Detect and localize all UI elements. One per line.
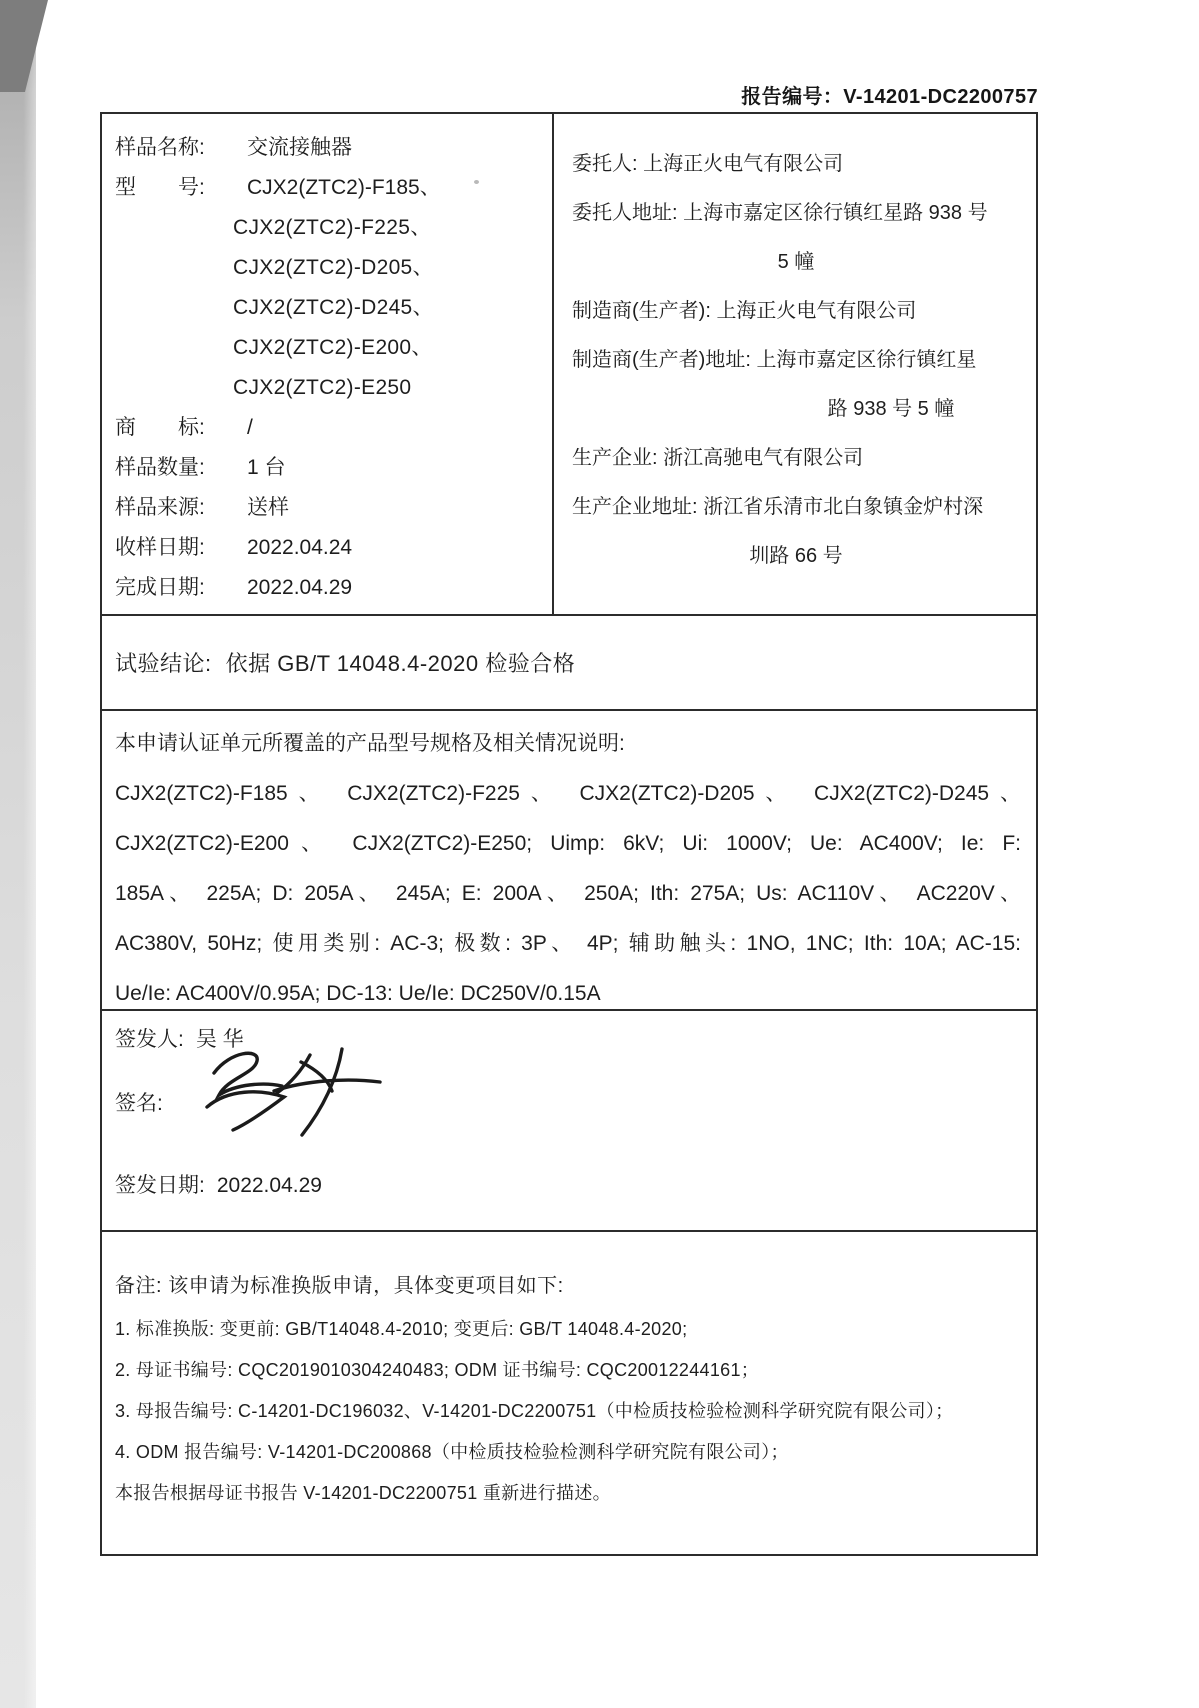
consignor-address-value: 上海市嘉定区徐行镇红星路 938 号 [683, 202, 988, 224]
producer-address-value: 浙江省乐清市北白象镇金炉村深 [703, 496, 984, 518]
coverage-line: 185A、 225A; D: 205A、 245A; E: 200A、 250A; Ith: 275A; Us: AC110V、 AC220V、 [115, 882, 1021, 905]
handwritten-signature [198, 1035, 398, 1145]
sample-model-label: 型 号: [115, 176, 211, 199]
remark-item: 3. 母报告编号: C-14201-DC196032、V-14201-DC2200751（中检质技检验检测科学研究院有限公司）； [115, 1401, 954, 1421]
sample-model-line: CJX2(ZTC2)-D245、 [233, 296, 434, 319]
receive-date-value: 2022.04.24 [247, 536, 353, 559]
manufacturer-address-line [572, 336, 1020, 385]
consignor-label: 委托人: [572, 153, 644, 175]
signing-row [102, 1011, 1036, 1232]
remarks-row [102, 1232, 1036, 1554]
signature-label: 签名: [115, 1092, 163, 1115]
receive-date-label: 收样日期: [115, 536, 211, 559]
manufacturer-address-wrap-line: 路 938 号 5 幢 [827, 398, 955, 420]
report-info-table [100, 112, 1038, 1556]
issuer-value: 吴 华 [195, 1028, 244, 1051]
consignor-address-line [572, 189, 1020, 238]
sample-source-value: 送样 [247, 496, 289, 519]
sample-quantity-label: 样品数量: [115, 456, 211, 479]
scan-edge-fade [0, 0, 52, 1708]
sample-source-label: 样品来源: [115, 496, 211, 519]
producer-line [572, 434, 1020, 483]
coverage-line: 本申请认证单元所覆盖的产品型号规格及相关情况说明: [115, 732, 625, 755]
producer-value: 浙江高驰电气有限公司 [663, 447, 864, 469]
manufacturer-value: 上海正火电气有限公司 [716, 300, 917, 322]
producer-address-wrap-line: 圳路 66 号 [749, 545, 843, 567]
consignor-address-wrap-line: 5 幢 [777, 251, 815, 273]
sample-model-line [115, 168, 542, 208]
sample-name-value: 交流接触器 [247, 136, 352, 159]
party-info-cell [554, 114, 1036, 614]
test-conclusion-label: 试验结论: [115, 651, 212, 676]
sample-info-cell [102, 114, 554, 614]
scan-speck [474, 180, 479, 184]
remark-item: 本报告根据母证书报告 V-14201-DC2200751 重新进行描述。 [115, 1483, 611, 1503]
report-number-label: 报告编号： [741, 86, 844, 108]
manufacturer-address-label: 制造商(生产者)地址: [572, 349, 757, 371]
consignor-address-label: 委托人地址: [572, 202, 684, 224]
trademark-line [115, 408, 542, 448]
finish-date-value: 2022.04.29 [247, 576, 353, 599]
report-number-line [741, 80, 1038, 109]
sample-model-line: CJX2(ZTC2)-E200、 [233, 336, 433, 359]
issue-date-line [115, 1169, 322, 1199]
report-number-value: V-14201-DC2200757 [843, 86, 1038, 108]
trademark-value: / [247, 416, 253, 439]
finish-date-label: 完成日期: [115, 576, 211, 599]
remark-item: 2. 母证书编号: CQC2019010304240483; ODM 证书编号: CQC20012244161； [115, 1360, 760, 1380]
manufacturer-address-value: 上海市嘉定区徐行镇红星 [756, 349, 977, 371]
test-conclusion-value: 依据 GB/T 14048.4-2020 检验合格 [225, 651, 576, 676]
remark-item: 4. ODM 报告编号: V-14201-DC200868（中检质技检验检测科学研究院有限公司）； [115, 1442, 789, 1462]
sample-model-line: CJX2(ZTC2)-F225、 [233, 216, 432, 239]
test-conclusion-row [102, 616, 1036, 711]
producer-address-label: 生产企业地址: [572, 496, 704, 518]
manufacturer-label: 制造商(生产者): [572, 300, 717, 322]
sample-source-line [115, 488, 542, 528]
finish-date-line [115, 568, 542, 608]
producer-label: 生产企业: [572, 447, 664, 469]
sample-name-line [115, 128, 542, 168]
sample-quantity-line [115, 448, 542, 488]
coverage-line: CJX2(ZTC2)-E200、 CJX2(ZTC2)-E250; Uimp: 6kV; Ui: 1000V; Ue: AC400V; Ie: F: [115, 832, 1021, 855]
coverage-line: AC380V, 50Hz; 使用类别: AC-3; 极数: 3P、 4P; 辅助触头: 1NO, 1NC; Ith: 10A; AC-15: [115, 932, 1021, 955]
coverage-description-row [102, 711, 1036, 1011]
remark-item: 1. 标准换版: 变更前: GB/T14048.4-2010; 变更后: GB/T 14048.4-2020; [115, 1319, 688, 1339]
sample-model-line: CJX2(ZTC2)-D205、 [233, 256, 434, 279]
consignor-value: 上海正火电气有限公司 [643, 153, 844, 175]
sample-model-value: CJX2(ZTC2)-F185、 [247, 176, 441, 199]
issue-date-label: 签发日期: [115, 1174, 205, 1197]
sample-name-label: 样品名称: [115, 136, 211, 159]
issuer-label: 签发人: [115, 1028, 184, 1051]
sample-model-line: CJX2(ZTC2)-E250 [233, 376, 412, 399]
receive-date-line [115, 528, 542, 568]
sample-and-party-row [102, 114, 1036, 616]
remarks-heading: 备注: 该申请为标准换版申请，具体变更项目如下: [115, 1275, 564, 1297]
issue-date-value: 2022.04.29 [216, 1174, 322, 1197]
consignor-line [572, 140, 1020, 189]
producer-address-line [572, 483, 1020, 532]
coverage-line: CJX2(ZTC2)-F185、 CJX2(ZTC2)-F225、 CJX2(ZTC2)-D205、 CJX2(ZTC2)-D245、 [115, 782, 1021, 805]
trademark-label: 商 标: [115, 416, 211, 439]
sample-quantity-value: 1 台 [247, 456, 286, 479]
coverage-line: Ue/Ie: AC400V/0.95A; DC-13: Ue/Ie: DC250V/0.15A [115, 982, 601, 1005]
manufacturer-line [572, 287, 1020, 336]
